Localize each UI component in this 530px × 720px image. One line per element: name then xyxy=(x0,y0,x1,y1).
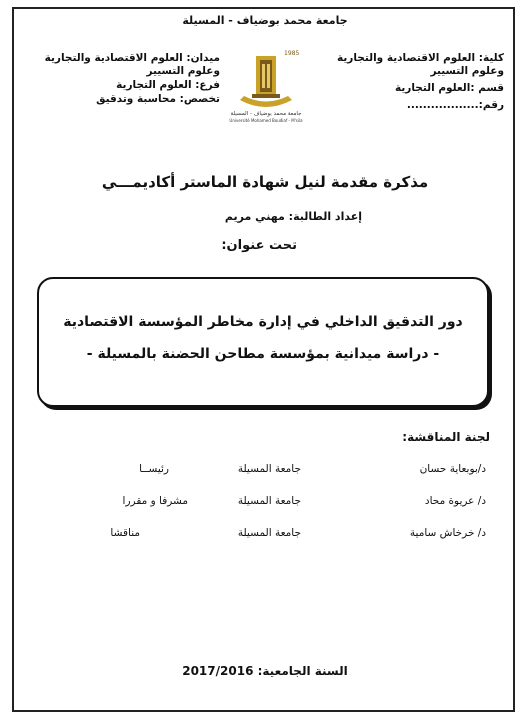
logo-name-fr: Université Mohamed Boudiaf - M'sila xyxy=(229,118,303,123)
committee-label: لجنة المناقشة: xyxy=(402,430,490,444)
field-line: ميدان: العلوم الاقتصادية والتجارية وعلوم التسيير xyxy=(44,52,220,77)
member-name: د/بوبعاية حسان xyxy=(419,463,486,475)
academic-year-value: 2017/2016 xyxy=(182,664,254,678)
memo-title: مذكرة مقدمة لنيل شهادة الماستر أكاديمـــي xyxy=(101,173,429,191)
thesis-title-line2: - دراسة ميدانية بمؤسسة مطاحن الحضنة بالمسيلة - xyxy=(86,346,440,362)
department-line: قسم :العلوم التجارية xyxy=(394,82,504,94)
academic-year xyxy=(0,664,530,678)
thesis-title-box xyxy=(37,277,489,407)
member-university: جامعة المسيلة xyxy=(237,527,301,539)
logo-year: 1985 xyxy=(284,50,300,57)
member-role: رئيســا xyxy=(139,463,169,475)
branch-line: فرع: العلوم التجارية xyxy=(116,79,220,91)
university-logo xyxy=(226,44,306,124)
under-title-label: تحت عنوان: xyxy=(221,238,297,253)
thesis-title-line1: دور التدقيق الداخلي في إدارة مخاطر المؤسسة الاقتصادية xyxy=(63,314,463,330)
academic-year-label: السنة الجامعية: xyxy=(257,664,348,678)
faculty-line: كلية: العلوم الاقتصادية والتجارية وعلوم التسيير xyxy=(336,52,504,77)
university-name: جامعة محمد بوضياف - المسيلة xyxy=(182,14,348,27)
specialty-line: تخصص: محاسبة وتدقيق xyxy=(96,93,220,105)
member-university: جامعة المسيلة xyxy=(237,495,301,507)
student-name: إعداد الطالبة: مهني مريم xyxy=(224,210,362,223)
member-university: جامعة المسيلة xyxy=(237,463,301,475)
member-name: د/ عريوة محاد xyxy=(424,495,486,507)
field-info-left xyxy=(30,52,220,106)
number-line: رقم:.................. xyxy=(406,99,504,111)
member-role: مشرفا و مقررا xyxy=(122,495,188,507)
faculty-info-right xyxy=(332,52,504,112)
logo-name-ar: جامعة محمد بوضياف - المسيلة xyxy=(230,111,302,117)
logo-emblem-icon xyxy=(226,44,306,124)
member-role: مناقشا xyxy=(110,527,140,539)
member-name: د/ خرخاش سامية xyxy=(409,527,486,539)
